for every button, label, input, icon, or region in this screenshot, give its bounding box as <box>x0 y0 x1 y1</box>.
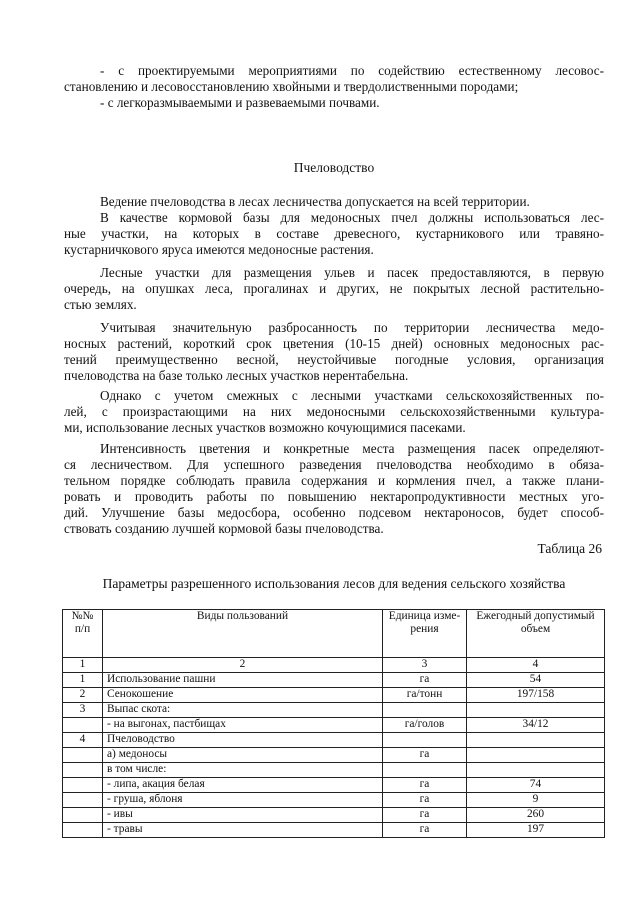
parameters-table <box>62 609 605 838</box>
table-cell <box>63 763 103 778</box>
table-cell: - ивы <box>103 808 383 823</box>
column-number-cell: 3 <box>383 658 467 673</box>
column-number-cell: 1 <box>63 658 103 673</box>
column-number-cell: 2 <box>103 658 383 673</box>
table-cell <box>467 733 605 748</box>
table-cell <box>383 703 467 718</box>
body-line: тений преимущественно весной, неустойчивые погодные условия, организация <box>64 352 604 367</box>
header-cell-number: №№ п/п <box>63 610 103 658</box>
table-cell: в том числе: <box>103 763 383 778</box>
table-cell: - груша, яблоня <box>103 793 383 808</box>
table-cell: 9 <box>467 793 605 808</box>
body-line: лей, с произрастающими на них медоносными сельскохозяйственными культура- <box>64 404 604 419</box>
table-row <box>63 703 605 718</box>
header-cell-type: Виды пользований <box>103 610 383 658</box>
table-row <box>63 778 605 793</box>
table-row <box>63 718 605 733</box>
section-title: Пчеловодство <box>293 160 375 175</box>
table-cell <box>63 823 103 838</box>
table-cell <box>467 763 605 778</box>
table-cell: га <box>383 778 467 793</box>
table-cell <box>63 793 103 808</box>
body-line: кустарничкового яруса имеются медоносные растения. <box>64 242 374 257</box>
table-row <box>63 793 605 808</box>
table-cell: 260 <box>467 808 605 823</box>
body-line: Однако с учетом смежных с лесными участками сельскохозяйственных по- <box>100 388 604 403</box>
table-cell <box>383 763 467 778</box>
table-cell: га <box>383 793 467 808</box>
table-cell: Сенокошение <box>103 688 383 703</box>
body-line: пчеловодства на базе только лесных участков нерентабельна. <box>64 368 409 383</box>
body-line: очередь, на опушках леса, прогалинах и других, не покрытых лесной растительно- <box>64 281 604 296</box>
table-cell: 4 <box>63 733 103 748</box>
table-cell: га/тонн <box>383 688 467 703</box>
table-row <box>63 673 605 688</box>
table-cell <box>383 733 467 748</box>
column-number-cell: 4 <box>467 658 605 673</box>
table-cell: а) медоносы <box>103 748 383 763</box>
body-line: Лесные участки для размещения ульев и пасек предоставляются, в первую <box>100 265 604 280</box>
table-cell: га <box>383 748 467 763</box>
table-cell: га <box>383 673 467 688</box>
body-line: тельном порядке соблюдать правила содержания и кормления пчел, а также плани- <box>64 473 604 488</box>
body-line: Учитывая значительную разбросанность по территории лесничества медо- <box>100 320 604 335</box>
table-cell: 1 <box>63 673 103 688</box>
table-cell: га/голов <box>383 718 467 733</box>
table-cell: Использование пашни <box>103 673 383 688</box>
body-line: дий. Улучшение базы медосбора, особенно подсевом нектароносов, будет способ- <box>64 505 604 520</box>
table-cell: - липа, акация белая <box>103 778 383 793</box>
table-cell: 3 <box>63 703 103 718</box>
body-line: ми, использование лесных участков возможно кочующимися пасеками. <box>64 420 466 435</box>
header-cell-unit: Единица изме-рения <box>383 610 467 658</box>
intro-line: становлению и лесовосстановлению хвойными и твердолиственными породами; <box>64 79 519 94</box>
table-row <box>63 808 605 823</box>
body-line: ся лесничеством. Для успешного разведения пчеловодства необходимо в обяза- <box>64 457 604 472</box>
table-cell: - на выгонах, пастбищах <box>103 718 383 733</box>
table-row <box>63 823 605 838</box>
table-number: Таблица 26 <box>537 541 602 556</box>
table-cell <box>63 808 103 823</box>
table-cell <box>63 778 103 793</box>
table-cell: 34/12 <box>467 718 605 733</box>
table-cell <box>63 718 103 733</box>
table-header-row <box>63 610 605 658</box>
table-cell: 74 <box>467 778 605 793</box>
table-cell <box>467 748 605 763</box>
table-row <box>63 748 605 763</box>
table-cell: 54 <box>467 673 605 688</box>
table-cell: Выпас скота: <box>103 703 383 718</box>
table-cell <box>467 703 605 718</box>
table-row <box>63 733 605 748</box>
column-number-row <box>63 658 605 673</box>
body-line: носных растений, короткий срок цветения (10-15 дней) основных медоносных рас- <box>64 336 604 351</box>
table-row <box>63 688 605 703</box>
table-cell: 197/158 <box>467 688 605 703</box>
table-cell <box>63 748 103 763</box>
table-cell: 197 <box>467 823 605 838</box>
body-line: Интенсивность цветения и конкретные места размещения пасек определяют- <box>100 441 604 456</box>
table-cell: - травы <box>103 823 383 838</box>
table-row <box>63 763 605 778</box>
body-line: ные участки, на которых в составе древесного, кустарникового или травяно- <box>64 226 604 241</box>
body-line: В качестве кормовой базы для медоносных пчел должны использоваться лес- <box>100 210 604 225</box>
table-cell: га <box>383 823 467 838</box>
table-cell: Пчеловодство <box>103 733 383 748</box>
table-title: Параметры разрешенного использования лесов для ведения сельского хозяйства <box>102 576 566 591</box>
intro-line: - с проектируемыми мероприятиями по содействию естественному лесовос- <box>100 63 604 78</box>
body-line: стью землях. <box>64 297 137 312</box>
body-line: ровать и проводить работы по повышению нектаропродуктивности местных уго- <box>64 489 604 504</box>
body-line: Ведение пчеловодства в лесах лесничества допускается на всей территории. <box>100 194 530 209</box>
intro-line: - с легкоразмываемыми и развеваемыми почвами. <box>100 95 380 110</box>
table-cell: га <box>383 808 467 823</box>
body-line: ствовать созданию лучшей кормовой базы пчеловодства. <box>64 521 384 536</box>
header-cell-volume: Ежегодный допустимый объем <box>467 610 605 658</box>
table-cell: 2 <box>63 688 103 703</box>
